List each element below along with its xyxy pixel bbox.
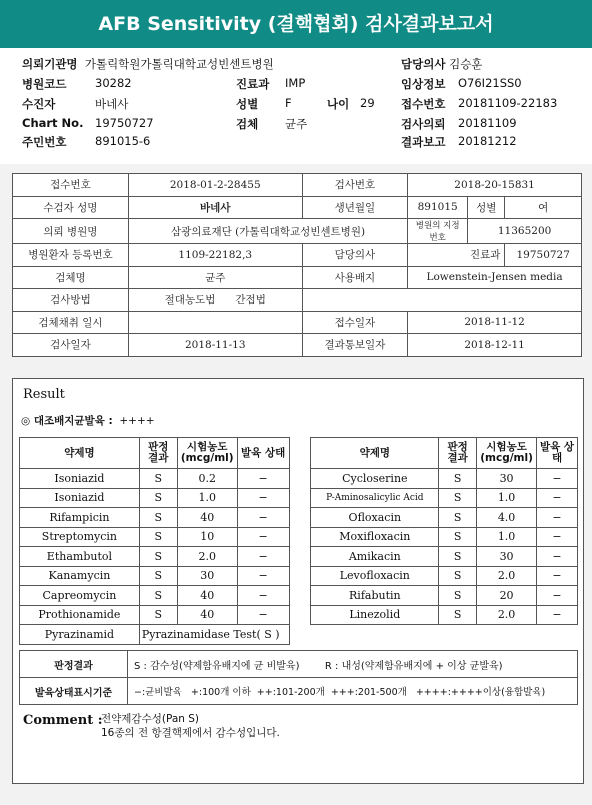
control-label: ◎ 대조배지균발육 : — [21, 415, 113, 427]
form-value: 삼광의료재단 (가톨릭대학교성빈센트병원) — [128, 219, 407, 244]
request-form-table — [12, 173, 582, 357]
form-row — [13, 219, 582, 244]
concentration: 1.0 — [477, 527, 537, 547]
subject-label: 수진자 — [22, 97, 56, 111]
judgement: S — [439, 508, 477, 528]
spacer — [289, 586, 311, 606]
col-growth: 발육 상태 — [237, 438, 289, 469]
judgement-label: 판정결과 — [20, 651, 128, 678]
hospital-code-label: 병원코드 — [22, 77, 67, 91]
drug-row — [20, 547, 578, 567]
doctor-row: 담당의사 김승훈 — [401, 57, 483, 71]
form-row — [13, 174, 582, 197]
drug-name: Kanamycin — [20, 566, 140, 586]
requested-label: 검사의뢰 — [401, 117, 446, 131]
col-growth: 발육 상태 — [537, 438, 578, 469]
col-drug: 약제명 — [311, 438, 439, 469]
report-title: AFB Sensitivity (결핵협회) 검사결과보고서 — [0, 0, 592, 48]
drug-row — [20, 488, 578, 508]
drug-name: Moxifloxacin — [311, 527, 439, 547]
growth: − — [237, 605, 289, 625]
growth: − — [237, 469, 289, 489]
form-label: 병원의 지정번호 — [408, 219, 468, 244]
form-label: 검체채취 일시 — [13, 311, 129, 334]
drug-row — [20, 605, 578, 625]
reported-value: 20181212 — [458, 134, 517, 148]
drug-name: Rifabutin — [311, 586, 439, 606]
drug-name: Pyrazinamid — [20, 625, 140, 645]
form-value — [128, 289, 302, 312]
drug-name: Streptomycin — [20, 527, 140, 547]
concentration: 10 — [177, 527, 237, 547]
form-label: 진료과 — [408, 244, 505, 267]
concentration: 20 — [477, 586, 537, 606]
judgement-row — [20, 651, 578, 678]
drug-table — [19, 437, 578, 645]
col-drug: 약제명 — [20, 438, 140, 469]
growth-criteria-text: −:균비발육 +:100개 이하 ++:101-200개 +++:201-500개 ++++:++++이상(융합발육) — [128, 678, 578, 705]
form-value: 11365200 — [468, 219, 582, 244]
concentration: 40 — [177, 605, 237, 625]
comment-text — [101, 712, 280, 740]
drug-row — [20, 469, 578, 489]
drug-row — [20, 527, 578, 547]
drug-name: Linezolid — [311, 605, 439, 625]
form-value — [302, 289, 581, 312]
form-row — [13, 266, 582, 289]
growth: − — [237, 488, 289, 508]
requested-value: 20181109 — [458, 116, 517, 130]
judgement: S — [139, 586, 177, 606]
form-label: 담당의사 — [302, 244, 408, 267]
judgement: S — [439, 586, 477, 606]
form-row — [13, 311, 582, 334]
form-value: Lowenstein-Jensen media — [408, 266, 582, 289]
drug-row — [20, 586, 578, 606]
form-label: 병원환자 등록번호 — [13, 244, 129, 267]
form-label: 접수번호 — [13, 174, 129, 197]
growth: − — [537, 527, 578, 547]
form-row — [13, 196, 582, 219]
growth: − — [237, 586, 289, 606]
form-label: 생년월일 — [302, 196, 408, 219]
drug-row — [20, 508, 578, 528]
form-label: 접수일자 — [302, 311, 408, 334]
drug-name: Prothionamide — [20, 605, 140, 625]
drug-table-header — [20, 438, 578, 469]
institution-value: 가톨릭학원가톨릭대학교성빈센트병원 — [84, 57, 274, 71]
drug-name: Rifampicin — [20, 508, 140, 528]
judgement: S — [439, 605, 477, 625]
comment-line: 16종의 전 항결핵제에서 감수성입니다. — [101, 727, 280, 739]
comment-label: Comment : — [23, 713, 103, 728]
concentration: 2.0 — [477, 566, 537, 586]
form-label: 수검자 성명 — [13, 196, 129, 219]
col-judgement: 판정 결과 — [139, 438, 177, 469]
form-label: 검사방법 — [13, 289, 129, 312]
growth-criteria-row — [20, 678, 578, 705]
judgement: S — [139, 488, 177, 508]
form-label: 사용배지 — [302, 266, 408, 289]
spacer — [289, 438, 311, 469]
comment-line: 전약제감수성(Pan S) — [101, 713, 200, 725]
concentration: 30 — [177, 566, 237, 586]
concentration: 2.0 — [477, 605, 537, 625]
spacer — [289, 469, 311, 489]
doctor-value: 김승훈 — [449, 57, 483, 71]
specimen-label: 검체 — [236, 117, 259, 131]
form-label: 검사일자 — [13, 334, 129, 357]
form-label: 결과통보일자 — [302, 334, 408, 357]
concentration: 30 — [477, 547, 537, 567]
growth: − — [537, 605, 578, 625]
drug-name: Cycloserine — [311, 469, 439, 489]
col-judgement: 판정 결과 — [439, 438, 477, 469]
judgement: S — [139, 508, 177, 528]
judgement: S — [139, 469, 177, 489]
judgement: S — [439, 488, 477, 508]
spacer — [289, 527, 311, 547]
drug-name: P-Aminosalicylic Acid — [311, 488, 439, 508]
growth-criteria-label: 발육상태표시기준 — [20, 678, 128, 705]
form-value: 균주 — [128, 266, 302, 289]
accession-value: 20181109-22183 — [458, 96, 558, 110]
dept-label: 진료과 — [236, 77, 270, 91]
age-label: 나이 — [327, 97, 350, 111]
growth: − — [237, 527, 289, 547]
spacer — [289, 605, 311, 625]
form-label: 검사번호 — [302, 174, 408, 197]
drug-name: Ofloxacin — [311, 508, 439, 528]
form-label: 의뢰 병원명 — [13, 219, 129, 244]
col-concentration: 시험농도 (mcg/ml) — [477, 438, 537, 469]
drug-name: Ethambutol — [20, 547, 140, 567]
judgement: S — [139, 547, 177, 567]
form-value — [128, 311, 302, 334]
growth: − — [237, 508, 289, 528]
pyrazinamid-row — [20, 625, 578, 645]
method-2: 간접법 — [235, 294, 266, 307]
form-value: 2018-20-15831 — [408, 174, 582, 197]
growth: − — [537, 586, 578, 606]
form-value: 2018-11-13 — [128, 334, 302, 357]
spacer — [289, 488, 311, 508]
spacer — [289, 547, 311, 567]
control-growth — [21, 413, 155, 428]
form-label: 성별 — [468, 196, 505, 219]
chart-no-label: Chart No. — [22, 116, 84, 130]
growth: − — [537, 508, 578, 528]
legend-table — [19, 650, 578, 705]
growth: − — [537, 469, 578, 489]
judgement: S — [139, 566, 177, 586]
form-value: 바네사 — [128, 196, 302, 219]
concentration: 2.0 — [177, 547, 237, 567]
age-value: 29 — [360, 96, 375, 110]
concentration: 1.0 — [477, 488, 537, 508]
form-row — [13, 244, 582, 267]
form-value: 2018-01-2-28455 — [128, 174, 302, 197]
judgement: S — [439, 547, 477, 567]
judgement: S — [439, 527, 477, 547]
control-value: ++++ — [119, 415, 155, 427]
form-row — [13, 289, 582, 312]
drug-name: Isoniazid — [20, 488, 140, 508]
rrn-value: 891015-6 — [95, 134, 151, 148]
drug-name: Isoniazid — [20, 469, 140, 489]
clinical-label: 임상정보 — [401, 77, 446, 91]
spacer — [289, 566, 311, 586]
drug-row — [20, 566, 578, 586]
clinical-value: O76I21SS0 — [458, 76, 522, 90]
concentration: 30 — [477, 469, 537, 489]
institution-row — [22, 56, 274, 72]
result-title: Result — [23, 387, 65, 402]
judgement: S — [139, 527, 177, 547]
form-row — [13, 334, 582, 357]
judgement: S — [139, 605, 177, 625]
pyrazinamidase-result: Pyrazinamidase Test( S ) — [139, 625, 289, 645]
judgement-text: S : 감수성(약제함유배지에 균 비발육) R : 내성(약제함유배지에 + 이상 균발육) — [128, 651, 578, 678]
drug-name: Amikacin — [311, 547, 439, 567]
specimen-value: 균주 — [285, 117, 308, 131]
judgement: S — [439, 469, 477, 489]
sex-label: 성별 — [236, 97, 259, 111]
hospital-code-row — [22, 76, 66, 92]
result-section — [12, 378, 584, 784]
drug-table-body — [20, 469, 578, 645]
growth: − — [237, 566, 289, 586]
institution-label: 의뢰기관명 — [22, 57, 78, 71]
growth: − — [537, 488, 578, 508]
drug-name: Levofloxacin — [311, 566, 439, 586]
chart-no-value: 19750727 — [95, 116, 154, 130]
spacer — [289, 508, 311, 528]
hospital-code-value: 30282 — [95, 76, 132, 90]
subject-value: 바네사 — [95, 97, 129, 111]
col-concentration: 시험농도 (mcg/ml) — [177, 438, 237, 469]
method-1: 절대농도법 — [164, 294, 216, 307]
accession-label: 접수번호 — [401, 97, 446, 111]
growth: − — [537, 547, 578, 567]
growth: − — [537, 566, 578, 586]
spacer — [289, 625, 577, 645]
growth: − — [237, 547, 289, 567]
drug-name: Capreomycin — [20, 586, 140, 606]
dept-value: IMP — [285, 76, 306, 90]
form-value: 2018-11-12 — [408, 311, 582, 334]
form-value: 19750727 — [505, 244, 582, 267]
judgement: S — [439, 566, 477, 586]
concentration: 1.0 — [177, 488, 237, 508]
rrn-label: 주민번호 — [22, 135, 67, 149]
form-label: 검체명 — [13, 266, 129, 289]
form-value: 1109-22182,3 — [128, 244, 302, 267]
concentration: 40 — [177, 586, 237, 606]
form-value: 891015 — [408, 196, 468, 219]
concentration: 0.2 — [177, 469, 237, 489]
sex-value: F — [285, 96, 292, 110]
reported-label: 결과보고 — [401, 135, 446, 149]
form-value: 2018-12-11 — [408, 334, 582, 357]
form-value: 여 — [505, 196, 582, 219]
concentration: 4.0 — [477, 508, 537, 528]
concentration: 40 — [177, 508, 237, 528]
